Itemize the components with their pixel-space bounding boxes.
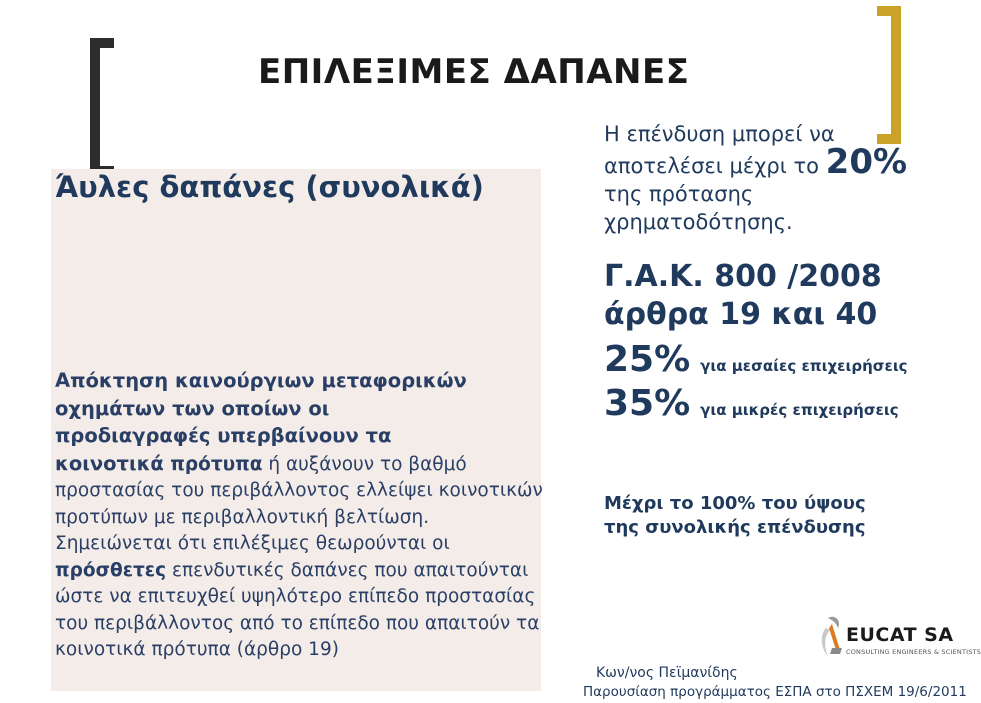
lead-line-1: Απόκτηση καινούργιων μεταφορικών: [55, 369, 467, 392]
law-line-2: άρθρα 19 και 40: [604, 297, 878, 332]
logo-subtitle: CONSULTING ENGINEERS & SCIENTISTS: [846, 648, 981, 656]
max-line-2: της συνολικής επένδυσης: [604, 517, 866, 538]
bold-word: πρόσθετες: [55, 559, 167, 581]
investment-percent: 20%: [825, 142, 908, 182]
rate-row-medium: [604, 339, 908, 380]
logo-name: EUCAT SA: [846, 624, 954, 646]
panel-heading: Άυλες δαπάνες (συνολικά): [55, 170, 484, 204]
lead-line-3: προδιαγραφές υπερβαίνουν τα: [55, 424, 392, 447]
law-reference: [604, 258, 882, 334]
panel-body-text: [55, 368, 545, 664]
lead-bold-end: κοινοτικά: [55, 451, 164, 475]
lead-line-2: οχημάτων των οποίων οι: [55, 396, 330, 420]
presentation-caption: Παρουσίαση προγράμματος ΕΣΠΑ στο ΠΣΧΕΜ 19/6/2011: [583, 684, 967, 700]
author-name: Κων/νος Πεϊμανίδης: [596, 665, 738, 681]
rate-percent: 35%: [604, 383, 691, 424]
rate-label: για μεσαίες επιχειρήσεις: [700, 357, 908, 375]
text-after-bold: επενδυτικές δαπάνες που απαιτούνται ώστε να επιτευχθεί υψηλότερο επίπεδο προστασίας του περιβάλλοντος από το επίπεδο που απαιτούν τα κοινοτικά πρότυπα (άρθρο 19): [55, 559, 540, 660]
rate-row-small: [604, 383, 899, 424]
investment-note: [604, 120, 944, 236]
text-after-lead: ή αυξάνουν το βαθμό προστασίας του περιβάλλοντος ελλείψει κοινοτικών προτύπων με περιβαλλοντική βελτίωση. Σημειώνεται ότι επιλέξιμες θεωρούνται οι: [55, 453, 543, 554]
investment-line-1: Η επένδυση μπορεί να: [604, 122, 835, 146]
lead-small-bold: πρότυπα: [163, 453, 263, 475]
investment-line-2-prefix: αποτελέσει μέχρι το: [604, 154, 826, 178]
investment-line-3: της πρότασης χρηματοδότησης.: [604, 182, 793, 234]
rate-percent: 25%: [604, 339, 691, 380]
slide-title: ΕΠΙΛΕΞΙΜΕΣ ΔΑΠΑΝΕΣ: [258, 52, 690, 92]
rate-label: για μικρές επιχειρήσεις: [700, 401, 899, 419]
law-line-1: Γ.Α.Κ. 800 /2008: [604, 259, 882, 294]
max-coverage-note: [604, 492, 866, 540]
max-line-1: Μέχρι το 100% του ύψους: [604, 493, 866, 514]
left-bracket-decoration: [90, 38, 114, 176]
investment-line-2: [604, 142, 944, 182]
